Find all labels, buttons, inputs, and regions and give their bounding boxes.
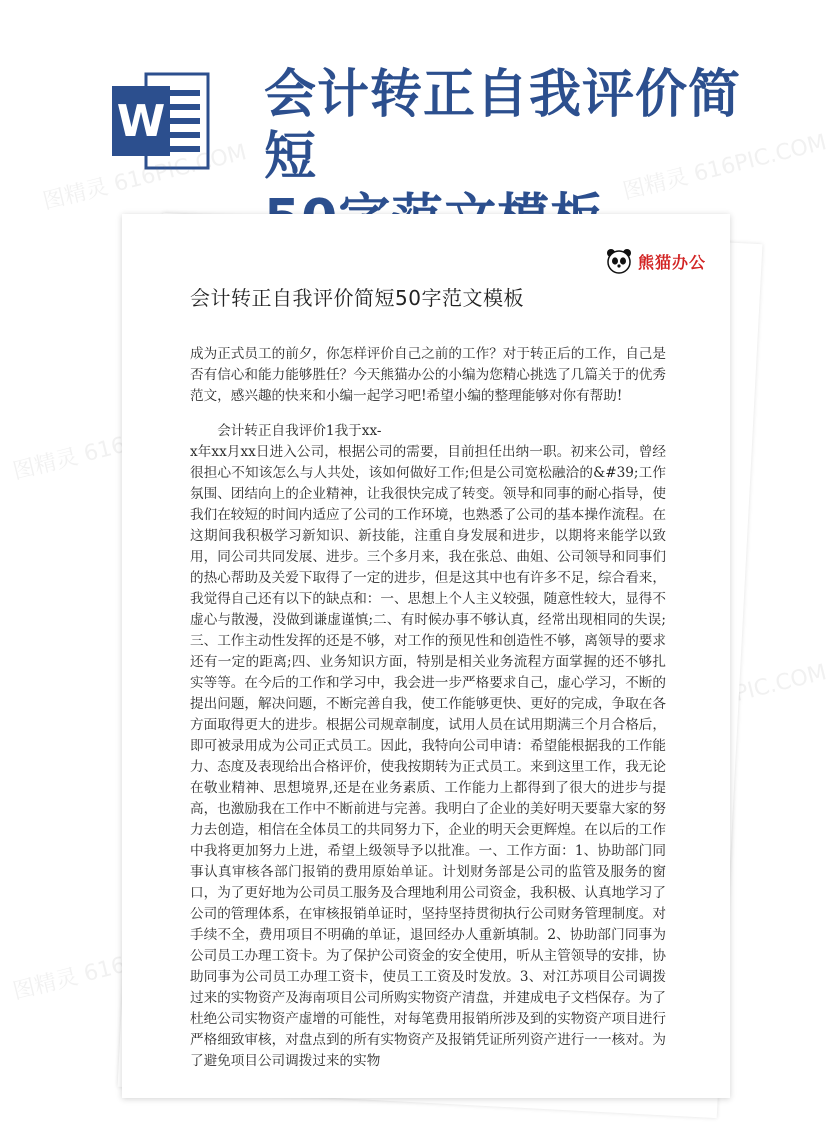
- watermark: 图精灵 616PIC.COM: [620, 130, 829, 205]
- watermark: 图精灵 616PIC.COM: [10, 410, 220, 485]
- watermark: 616PIC.COM: [691, 660, 829, 718]
- word-document-icon: [112, 68, 212, 174]
- document-body: [190, 344, 666, 1072]
- watermark: 图精灵 616PIC.COM: [10, 930, 220, 1005]
- section-heading: 会计转正自我评价1我于xx-: [217, 423, 382, 439]
- brand-logo: [606, 244, 706, 278]
- brand-logo-text: 熊猫办公: [637, 252, 706, 272]
- document-title: 会计转正自我评价简短50字范文模板: [190, 286, 524, 310]
- panda-icon: [606, 248, 632, 274]
- main-paragraph: x年xx月xx日进入公司，根据公司的需要，目前担任出纳一职。初来公司，曾经很担心不知该怎么与人共处，该如何做好工作;但是公司宽松融洽的&#39;工作氛围、团结向上的企业精神，让我很快完成了转变。领导和同事的耐心指导，使我们在较短的时间内适应了公司的工作环境，也熟悉了公司的基本操作流程。在这期间我积极学习新知识、新技能，注重自身发展和进步，以期将来能学以致用，同公司共同发展、进步。三个多月来，我在张总、曲姐、公司领导和同事们的热心帮助及关爱下取得了一定的进步，但是这其中也有许多不足，综合看来，我觉得自己还有以下的缺点和：一、思想上个人主义较强，随意性较大，显得不虚心与散漫，没做到谦虚谨慎;二、有时候办事不够认真，经常出现相同的失误;三、工作主动性发挥的还是不够，对工作的预见性和创造性不够，离领导的要求还有一定的距离;四、业务知识方面，特别是相关业务流程方面掌握的还不够扎实等等。在今后的工作和学习中，我会进一步严格要求自己，虚心学习，不断的提出问题，解决问题，不断完善自我，使工作能够更快、更好的完成，争取在各方面取得更大的进步。根据公司规章制度，试用人员在试用期满三个月合格后，即可被录用成为公司正式员工。因此，我特向公司申请：希望能根据我的工作能力、态度及表现给出合格评价，使我按期转为正式员工。来到这里工作，我无论在敬业精神、思想境界,还是在业务素质、工作能力上都得到了很大的进步与提高，也激励我在工作中不断前进与完善。我明白了企业的美好明天要靠大家的努力去创造，相信在全体员工的共同努力下，企业的明天会更辉煌。在以后的工作中我将更加努力上进，希望上级领导予以批准。一、工作方面：1、协助部门同事认真审核各部门报销的费用原始单证。计划财务部是公司的监管及服务的窗口，为了更好地为公司员工服务及合理地利用公司资金，我积极、认真地学习了公司的管理体系，在审核报销单证时，坚持坚持贯彻执行公司财务管理制度。对手续不全，费用项目不明确的单证，退回经办人重新填制。2、协助部门同事为公司员工办理工资卡。为了保护公司资金的安全使用，听从主管领导的安排，协助同事为公司员工办理工资卡，使员工工资及时发放。3、对江苏项目公司调拨过来的实物资产及海南项目公司所购实物资产清盘，并建成电子文档保存。为了杜绝公司实物资产虚增的可能性，对每笔费用报销所涉及到的实物资产项目进行严格细致审核，对盘点到的所有实物资产及报销凭证所列资产进行一一核对。为了避免项目公司调拨过来的实物: [190, 444, 666, 1069]
- intro-paragraph: 成为正式员工的前夕，你怎样评价自己之前的工作？对于转正后的工作，自己是否有信心和能力能够胜任？今天熊猫办公的小编为您精心挑选了几篇关于的优秀范文，感兴趣的快来和小编一起学习吧!希望小编的整理能够对你有帮助!: [190, 346, 666, 404]
- watermark: 图精灵 616PIC.COM: [40, 140, 250, 215]
- svg-text:W: W: [116, 96, 166, 147]
- document-page: [122, 214, 730, 1098]
- banner-title-line1: 会计转正自我评价简短: [264, 65, 742, 187]
- banner: [0, 0, 800, 215]
